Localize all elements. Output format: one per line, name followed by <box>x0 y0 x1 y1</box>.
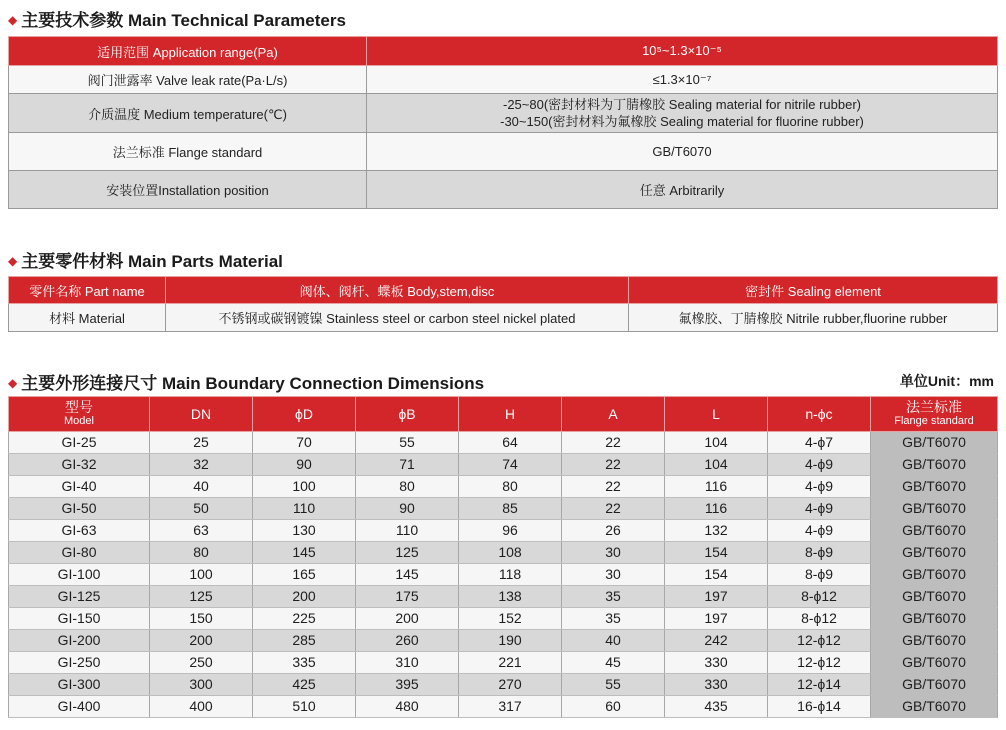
parts-header-cell: 阀体、阀杆、蝶板 Body,stem,disc <box>166 277 629 304</box>
cell-a: 22 <box>562 432 665 454</box>
cell-n-c: 4-ϕ9 <box>768 476 871 498</box>
param-value: 任意 Arbitrarily <box>367 171 998 209</box>
cell-b: 480 <box>356 696 459 718</box>
cell-l: 132 <box>665 520 768 542</box>
cell-dn: 300 <box>150 674 253 696</box>
cell-b: 110 <box>356 520 459 542</box>
cell-a: 60 <box>562 696 665 718</box>
cell-a: 22 <box>562 498 665 520</box>
cell-flange: GB/T6070 <box>871 432 998 454</box>
cell-a: 35 <box>562 608 665 630</box>
cell-model: GI-150 <box>9 608 150 630</box>
col-model: 型号 Model <box>9 397 150 432</box>
cell-n-c: 4-ϕ7 <box>768 432 871 454</box>
section-title-technical: ◆ 主要技术参数 Main Technical Parameters <box>8 11 346 30</box>
cell-h: 152 <box>459 608 562 630</box>
cell-l: 104 <box>665 454 768 476</box>
cell-model: GI-63 <box>9 520 150 542</box>
col-d: ϕD <box>253 397 356 432</box>
cell-flange: GB/T6070 <box>871 564 998 586</box>
table-row <box>9 630 998 652</box>
cell-l: 197 <box>665 608 768 630</box>
cell-l: 242 <box>665 630 768 652</box>
cell-model: GI-50 <box>9 498 150 520</box>
cell-n-c: 12-ϕ12 <box>768 630 871 652</box>
cell-model: GI-125 <box>9 586 150 608</box>
cell-h: 85 <box>459 498 562 520</box>
cell-model: GI-100 <box>9 564 150 586</box>
col-l: L <box>665 397 768 432</box>
cell-b: 200 <box>356 608 459 630</box>
table-row <box>9 454 998 476</box>
table-row <box>9 37 998 66</box>
cell-n-c: 8-ϕ9 <box>768 564 871 586</box>
cell-d: 90 <box>253 454 356 476</box>
param-value <box>367 94 998 133</box>
cell-model: GI-400 <box>9 696 150 718</box>
cell-h: 80 <box>459 476 562 498</box>
cell-a: 26 <box>562 520 665 542</box>
col-nc: n-ϕc <box>768 397 871 432</box>
dimensions-table <box>8 396 998 718</box>
parts-cell: 氟橡胶、丁腈橡胶 Nitrile rubber,fluorine rubber <box>629 304 998 332</box>
table-row <box>9 171 998 209</box>
cell-b: 175 <box>356 586 459 608</box>
cell-a: 30 <box>562 564 665 586</box>
param-label: 安装位置Installation position <box>9 171 367 209</box>
cell-n-c: 4-ϕ9 <box>768 520 871 542</box>
param-label: 适用范围 Application range(Pa) <box>9 37 367 66</box>
cell-dn: 125 <box>150 586 253 608</box>
cell-flange: GB/T6070 <box>871 674 998 696</box>
technical-parameters-table <box>8 36 998 209</box>
param-value: ≤1.3×10⁻⁷ <box>367 66 998 94</box>
parts-cell: 材料 Material <box>9 304 166 332</box>
col-h: H <box>459 397 562 432</box>
param-value-line2: -30~150(密封材料为氟橡胶 Sealing material for fluorine rubber) <box>500 114 864 129</box>
cell-a: 45 <box>562 652 665 674</box>
cell-h: 270 <box>459 674 562 696</box>
cell-b: 260 <box>356 630 459 652</box>
table-row <box>9 133 998 171</box>
cell-b: 145 <box>356 564 459 586</box>
cell-dn: 50 <box>150 498 253 520</box>
cell-a: 35 <box>562 586 665 608</box>
cell-model: GI-80 <box>9 542 150 564</box>
col-b: ϕB <box>356 397 459 432</box>
cell-a: 22 <box>562 454 665 476</box>
cell-h: 118 <box>459 564 562 586</box>
cell-dn: 400 <box>150 696 253 718</box>
cell-a: 30 <box>562 542 665 564</box>
cell-h: 64 <box>459 432 562 454</box>
diamond-bullet-icon: ◆ <box>8 376 18 390</box>
table-row <box>9 564 998 586</box>
section-title-dimensions: ◆ 主要外形连接尺寸 Main Boundary Connection Dimensions <box>8 374 485 393</box>
table-row <box>9 542 998 564</box>
cell-d: 145 <box>253 542 356 564</box>
cell-d: 200 <box>253 586 356 608</box>
cell-flange: GB/T6070 <box>871 542 998 564</box>
cell-d: 425 <box>253 674 356 696</box>
cell-d: 100 <box>253 476 356 498</box>
cell-dn: 200 <box>150 630 253 652</box>
unit-label: 单位Unit：mm <box>899 373 994 389</box>
cell-flange: GB/T6070 <box>871 454 998 476</box>
cell-d: 110 <box>253 498 356 520</box>
table-row <box>9 696 998 718</box>
cell-b: 90 <box>356 498 459 520</box>
cell-model: GI-200 <box>9 630 150 652</box>
table-row <box>9 498 998 520</box>
cell-flange: GB/T6070 <box>871 476 998 498</box>
table-row <box>9 476 998 498</box>
table-row <box>9 432 998 454</box>
cell-flange: GB/T6070 <box>871 520 998 542</box>
cell-a: 40 <box>562 630 665 652</box>
cell-b: 395 <box>356 674 459 696</box>
diamond-bullet-icon: ◆ <box>8 13 18 27</box>
cell-h: 221 <box>459 652 562 674</box>
cell-h: 317 <box>459 696 562 718</box>
param-label: 法兰标准 Flange standard <box>9 133 367 171</box>
parts-header-cell: 密封件 Sealing element <box>629 277 998 304</box>
table-row <box>9 520 998 542</box>
cell-flange: GB/T6070 <box>871 498 998 520</box>
cell-n-c: 8-ϕ12 <box>768 586 871 608</box>
cell-n-c: 16-ϕ14 <box>768 696 871 718</box>
cell-l: 104 <box>665 432 768 454</box>
cell-a: 22 <box>562 476 665 498</box>
cell-b: 55 <box>356 432 459 454</box>
cell-dn: 32 <box>150 454 253 476</box>
cell-l: 116 <box>665 498 768 520</box>
parts-material-table <box>8 276 998 332</box>
cell-l: 330 <box>665 652 768 674</box>
table-row <box>9 652 998 674</box>
cell-flange: GB/T6070 <box>871 652 998 674</box>
cell-n-c: 8-ϕ12 <box>768 608 871 630</box>
cell-b: 80 <box>356 476 459 498</box>
cell-l: 435 <box>665 696 768 718</box>
cell-model: GI-40 <box>9 476 150 498</box>
cell-flange: GB/T6070 <box>871 696 998 718</box>
cell-dn: 150 <box>150 608 253 630</box>
cell-model: GI-300 <box>9 674 150 696</box>
table-row <box>9 66 998 94</box>
cell-h: 190 <box>459 630 562 652</box>
cell-n-c: 8-ϕ9 <box>768 542 871 564</box>
cell-n-c: 4-ϕ9 <box>768 498 871 520</box>
cell-flange: GB/T6070 <box>871 586 998 608</box>
cell-b: 310 <box>356 652 459 674</box>
cell-dn: 40 <box>150 476 253 498</box>
table-header-row <box>9 397 998 432</box>
cell-a: 55 <box>562 674 665 696</box>
param-value: GB/T6070 <box>367 133 998 171</box>
dimensions-table-body <box>9 432 998 718</box>
section-title-parts: ◆ 主要零件材料 Main Parts Material <box>8 252 283 271</box>
table-row <box>9 608 998 630</box>
cell-d: 510 <box>253 696 356 718</box>
cell-d: 335 <box>253 652 356 674</box>
cell-d: 130 <box>253 520 356 542</box>
param-label: 阀门泄露率 Valve leak rate(Pa·L/s) <box>9 66 367 94</box>
param-value-line1: -25~80(密封材料为丁腈橡胶 Sealing material for nitrile rubber) <box>503 97 861 112</box>
col-a: A <box>562 397 665 432</box>
cell-flange: GB/T6070 <box>871 630 998 652</box>
col-dn: DN <box>150 397 253 432</box>
param-value: 10⁵~1.3×10⁻⁵ <box>367 37 998 66</box>
cell-b: 125 <box>356 542 459 564</box>
cell-n-c: 12-ϕ12 <box>768 652 871 674</box>
cell-dn: 63 <box>150 520 253 542</box>
cell-model: GI-25 <box>9 432 150 454</box>
param-label: 介质温度 Medium temperature(℃) <box>9 94 367 133</box>
cell-model: GI-250 <box>9 652 150 674</box>
parts-header-cell: 零件名称 Part name <box>9 277 166 304</box>
cell-n-c: 4-ϕ9 <box>768 454 871 476</box>
cell-d: 285 <box>253 630 356 652</box>
cell-flange: GB/T6070 <box>871 608 998 630</box>
cell-l: 197 <box>665 586 768 608</box>
parts-cell: 不锈钢或碳钢镀镍 Stainless steel or carbon steel nickel plated <box>166 304 629 332</box>
cell-l: 154 <box>665 564 768 586</box>
cell-l: 330 <box>665 674 768 696</box>
cell-model: GI-32 <box>9 454 150 476</box>
table-row <box>9 586 998 608</box>
cell-d: 70 <box>253 432 356 454</box>
cell-d: 225 <box>253 608 356 630</box>
cell-l: 154 <box>665 542 768 564</box>
cell-dn: 80 <box>150 542 253 564</box>
col-flange: 法兰标准 Flange standard <box>871 397 998 432</box>
cell-h: 108 <box>459 542 562 564</box>
cell-dn: 100 <box>150 564 253 586</box>
cell-l: 116 <box>665 476 768 498</box>
table-row <box>9 674 998 696</box>
cell-h: 74 <box>459 454 562 476</box>
table-row <box>9 94 998 133</box>
diamond-bullet-icon: ◆ <box>8 254 18 268</box>
cell-n-c: 12-ϕ14 <box>768 674 871 696</box>
cell-h: 138 <box>459 586 562 608</box>
cell-d: 165 <box>253 564 356 586</box>
cell-h: 96 <box>459 520 562 542</box>
cell-dn: 250 <box>150 652 253 674</box>
cell-b: 71 <box>356 454 459 476</box>
cell-dn: 25 <box>150 432 253 454</box>
table-row <box>9 304 998 332</box>
table-row <box>9 277 998 304</box>
